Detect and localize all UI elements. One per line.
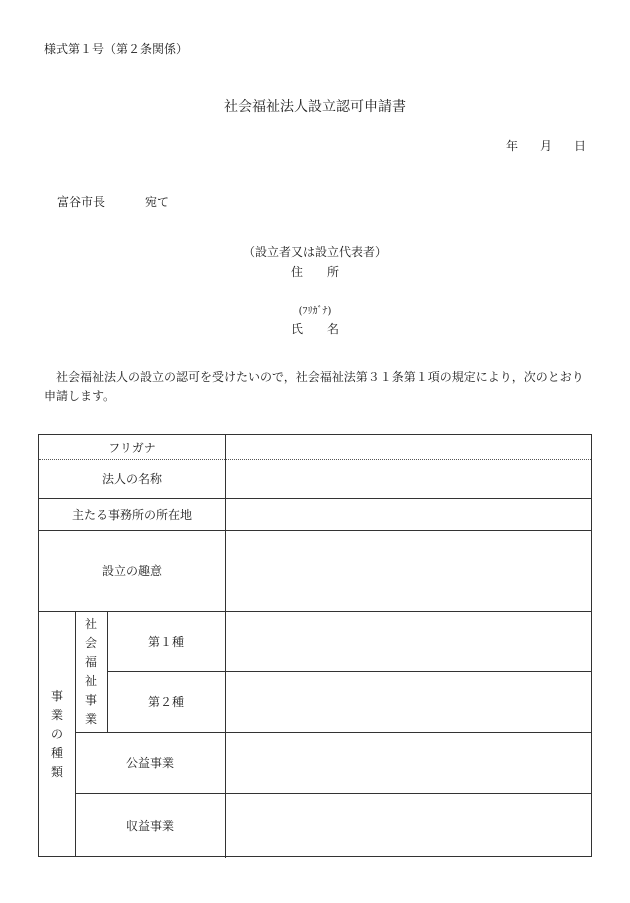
application-statement: 社会福祉法人の設立の認可を受けたいので，社会福祉法第３１条第１項の規定により，次のとおり申請します。 [44,370,584,403]
document-title: 社会福祉法人設立認可申請書 [224,99,406,115]
vertical-label-char: の [50,726,63,741]
type2-row-label: 第２種 [147,695,184,709]
applicant-furigana-label: (ﾌﾘｶﾞﾅ) [298,306,332,317]
profit-field[interactable] [226,793,591,857]
application-table [38,434,592,857]
addressee-suffix: 宛て [145,195,170,209]
applicant-name-label [0,320,630,337]
applicant-address-label [0,263,630,280]
name-label-char: 氏 [290,322,303,336]
public-interest-field[interactable] [226,732,591,793]
applicant-heading: （設立者又は設立代表者） [242,245,387,259]
purpose-field[interactable] [226,530,591,611]
type2-field[interactable] [226,671,591,732]
addressee-name: 富谷市長 [57,195,106,209]
public-interest-row-label: 公益事業 [125,756,174,770]
address-label-char: 住 [290,265,303,279]
business-types-label [39,611,75,857]
vertical-label-char: 事 [50,688,63,703]
vertical-label-char: 類 [50,764,63,779]
form-number: 様式第１号（第２条関係） [44,42,189,56]
date-year-label: 年 [505,139,518,153]
profit-row-label: 収益事業 [125,818,174,833]
address-label-char: 所 [327,265,340,279]
vertical-label-char: 業 [50,707,63,722]
social-welfare-business-label [75,611,107,733]
type1-field[interactable] [226,611,591,671]
name-label-char: 名 [327,322,340,336]
corp-name-row-label: 法人の名称 [101,472,162,486]
vertical-label-char: 事 [84,693,97,707]
date-month-label: 月 [539,139,552,153]
furigana-field[interactable] [226,435,591,459]
purpose-row-label: 設立の趣意 [101,564,162,578]
date-day-label: 日 [573,139,586,153]
office-location-row-label: 主たる事務所の所在地 [71,507,192,522]
addressee [57,193,169,210]
type1-row-label: 第１種 [147,634,184,649]
vertical-label-char: 会 [84,636,97,650]
vertical-label-char: 業 [84,712,97,726]
vertical-label-char: 祉 [84,674,97,688]
vertical-label-char: 福 [84,655,97,669]
vertical-label-char: 種 [50,745,63,760]
office-location-field[interactable] [226,498,591,530]
date-line [506,137,586,154]
furigana-row-label: フリガナ [108,440,156,455]
corp-name-field[interactable] [226,459,591,498]
vertical-label-char: 社 [84,617,97,631]
